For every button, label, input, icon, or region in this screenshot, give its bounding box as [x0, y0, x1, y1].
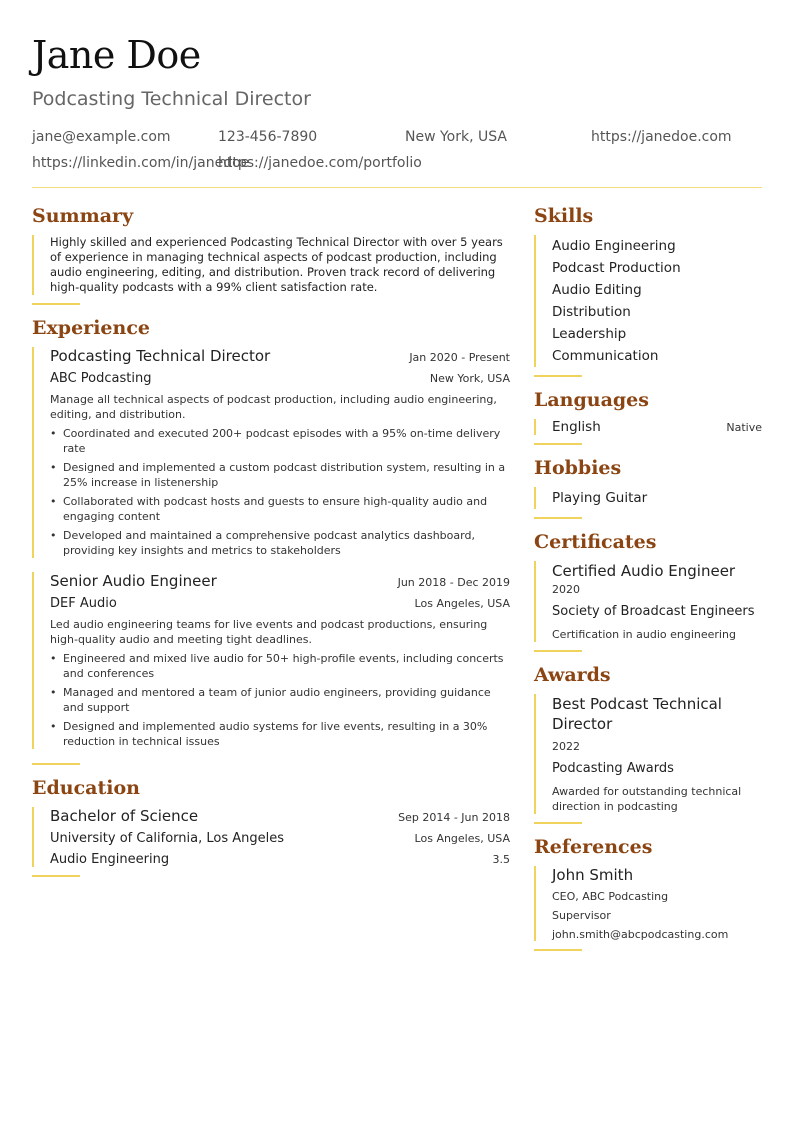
skill-item: Leadership: [552, 326, 627, 342]
skill-item: Podcast Production: [552, 260, 681, 276]
education-heading: Education: [32, 777, 140, 799]
job-company: ABC Podcasting: [50, 371, 152, 386]
certificate-title: Certified Audio Engineer: [552, 562, 736, 580]
award-desc: Awarded for outstanding technical direction in podcasting: [552, 785, 742, 813]
school-location: Los Angeles, USA: [414, 832, 510, 845]
certificate-entry: [534, 561, 762, 642]
hobbies-heading: Hobbies: [534, 457, 622, 479]
job-bullet: • Collaborated with podcast hosts and guests to ensure high-quality audio and engaging content: [50, 495, 488, 523]
reference-relation: Supervisor: [552, 909, 611, 922]
contact-portfolio[interactable]: https://janedoe.com/portfolio: [218, 155, 422, 171]
job-description: Led audio engineering teams for live events and podcast productions, ensuring high-quality audio and meeting tight deadlines.: [50, 618, 488, 646]
award-title: Best Podcast Technical Director: [552, 695, 722, 733]
job-bullets: [50, 651, 510, 749]
summary-block: [32, 235, 510, 295]
language-level: Native: [726, 421, 762, 434]
job-entry: [32, 572, 510, 749]
job-bullet: • Managed and mentored a team of junior audio engineers, providing guidance and support: [50, 686, 491, 714]
job-bullet: • Designed and implemented a custom podcast distribution system, resulting in a 25% increase in listenership: [50, 461, 506, 489]
award-org: Podcasting Awards: [552, 761, 674, 776]
hobby-entry: [534, 487, 762, 509]
summary-heading: Summary: [32, 205, 134, 227]
references-heading: References: [534, 836, 653, 858]
candidate-title: Podcasting Technical Director: [32, 88, 311, 110]
gpa: 3.5: [492, 853, 510, 866]
job-bullet: • Coordinated and executed 200+ podcast episodes with a 95% on-time delivery rate: [50, 427, 501, 455]
job-bullets: [50, 426, 510, 558]
contact-location: New York, USA: [405, 129, 507, 145]
skills-heading: Skills: [534, 205, 594, 227]
candidate-name: Jane Doe: [32, 33, 201, 77]
award-entry: [534, 694, 762, 814]
section-rule: [32, 763, 80, 765]
education-date: Sep 2014 - Jun 2018: [398, 811, 510, 824]
reference-position: CEO, ABC Podcasting: [552, 890, 669, 903]
job-bullet: • Designed and implemented audio systems for live events, resulting in a 30% reduction in technical issues: [50, 720, 488, 748]
section-rule: [534, 375, 582, 377]
award-year: 2022: [552, 740, 580, 753]
job-bullet: • Developed and maintained a comprehensive podcast analytics dashboard, providing key insights and metrics to stakeholders: [50, 529, 475, 557]
skill-item: Distribution: [552, 304, 631, 320]
main-column: [32, 205, 510, 889]
certificate-org: Society of Broadcast Engineers: [552, 604, 755, 619]
job-entry: [32, 347, 510, 558]
section-rule: [534, 650, 582, 652]
job-location: New York, USA: [429, 372, 510, 385]
skill-item: Audio Engineering: [552, 238, 676, 254]
language-entry: [534, 419, 762, 435]
section-rule: [32, 875, 80, 877]
contact-website[interactable]: https://janedoe.com: [591, 129, 732, 145]
contact-linkedin[interactable]: https://linkedin.com/in/janedoe: [32, 155, 250, 171]
section-rule: [534, 949, 582, 951]
section-rule: [32, 303, 80, 305]
degree: Bachelor of Science: [50, 807, 199, 825]
header-divider: [32, 187, 762, 188]
experience-heading: Experience: [32, 317, 150, 339]
job-title: Podcasting Technical Director: [50, 347, 271, 365]
certificates-heading: Certificates: [534, 531, 657, 553]
languages-heading: Languages: [534, 389, 649, 411]
contact-email[interactable]: jane@example.com: [32, 129, 171, 145]
reference-name: John Smith: [552, 866, 634, 884]
section-rule: [534, 517, 582, 519]
skill-item: Audio Editing: [552, 282, 642, 298]
job-date: Jun 2018 - Dec 2019: [397, 576, 510, 589]
hobby-item: Playing Guitar: [552, 490, 648, 506]
job-bullet: • Engineered and mixed live audio for 50+ high-profile events, including concerts and conferences: [50, 652, 504, 680]
section-rule: [534, 822, 582, 824]
summary-text: Highly skilled and experienced Podcasting Technical Director with over 5 years of experience in managing technical aspects of podcast production, including audio engineering, editing, and distribution. Proven track record of delivering high-quality podcasts with a 99% client satisfaction rate.: [50, 235, 503, 294]
contact-phone: 123-456-7890: [218, 129, 318, 145]
job-date: Jan 2020 - Present: [409, 351, 510, 364]
side-column: [534, 205, 762, 963]
certificate-year: 2020: [552, 583, 580, 596]
job-company: DEF Audio: [50, 596, 117, 611]
reference-email[interactable]: john.smith@abcpodcasting.com: [552, 928, 729, 941]
certificate-desc: Certification in audio engineering: [552, 628, 736, 641]
skill-item: Communication: [552, 348, 659, 364]
field-of-study: Audio Engineering: [50, 852, 170, 867]
education-entry: [32, 807, 510, 867]
school: University of California, Los Angeles: [50, 831, 285, 846]
language-name: English: [552, 419, 601, 435]
reference-entry: [534, 866, 762, 941]
job-title: Senior Audio Engineer: [50, 572, 217, 590]
skills-list: [534, 235, 762, 367]
section-rule: [534, 443, 582, 445]
job-location: Los Angeles, USA: [414, 597, 510, 610]
job-description: Manage all technical aspects of podcast production, including audio engineering, editing, and distribution.: [50, 393, 497, 421]
awards-heading: Awards: [534, 664, 611, 686]
